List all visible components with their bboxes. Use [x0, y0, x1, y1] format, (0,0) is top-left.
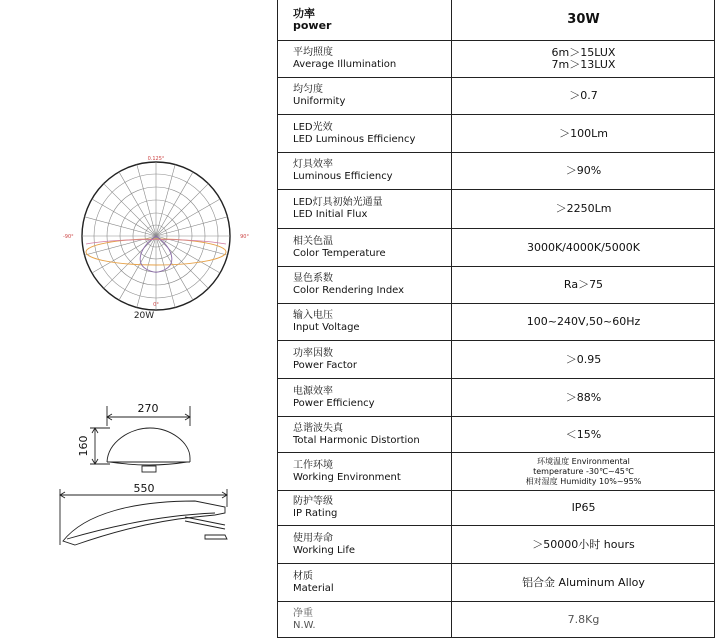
spec-label — [278, 453, 452, 490]
polar-label-top: 0.125° — [147, 156, 165, 162]
spec-row — [278, 563, 715, 601]
spec-value-line: ＜15% — [565, 427, 602, 441]
spec-value-line: 6m＞15LUX — [551, 46, 616, 59]
dim-length: 550 — [133, 483, 155, 495]
spec-label-en: Material — [293, 582, 334, 594]
polar-label-right: 90° — [240, 234, 249, 240]
polar-spoke — [156, 236, 193, 300]
spec-label — [278, 190, 452, 228]
spec-value — [452, 526, 715, 563]
spec-row — [278, 77, 715, 114]
spec-label-en: IP Rating — [293, 508, 338, 519]
spec-table — [277, 0, 715, 638]
spec-value-line: 铝合金 Aluminum Alloy — [522, 575, 645, 589]
polar-spoke — [119, 172, 156, 236]
polar-spoke — [92, 199, 156, 236]
left-panel — [0, 0, 277, 639]
dim-height: 160 — [77, 435, 90, 457]
spec-label — [278, 78, 452, 114]
spec-row — [278, 152, 715, 189]
spec-value-line: ＞90% — [565, 164, 602, 177]
spec-value — [452, 267, 715, 303]
spec-value-line: ＞50000小时 hours — [532, 537, 635, 551]
spec-label-en: Working Life — [293, 544, 355, 556]
spec-label-cn: 灯具效率 — [293, 159, 333, 170]
spec-label-en: Total Harmonic Distortion — [293, 434, 420, 446]
spec-label — [278, 526, 452, 563]
spec-value — [452, 491, 715, 525]
spec-label — [278, 115, 452, 152]
spec-label — [278, 491, 452, 525]
spec-value — [452, 0, 715, 40]
spec-row — [278, 40, 715, 77]
polar-spoke — [104, 184, 156, 236]
spec-value-line: 相对湿度 Humidity 10%~95% — [525, 476, 642, 486]
spec-label-cn: 工作环境 — [293, 459, 333, 471]
spec-label-cn: 功率因数 — [293, 347, 333, 359]
spec-label — [278, 267, 452, 303]
spec-label-cn: 电源效率 — [293, 385, 333, 397]
spec-value — [452, 153, 715, 189]
spec-value — [452, 41, 715, 77]
spec-value — [452, 229, 715, 266]
spec-value — [452, 453, 715, 490]
polar-caption: 20W — [133, 311, 155, 321]
polar-spoke — [119, 236, 156, 300]
spec-label — [278, 602, 452, 638]
spec-label — [278, 304, 452, 340]
spec-label-en: LED Luminous Efficiency — [293, 133, 416, 145]
spec-value — [452, 190, 715, 228]
spec-label-cn: 净重 — [293, 608, 313, 619]
spec-label-en: power — [293, 19, 332, 32]
spec-row — [278, 266, 715, 303]
spec-value — [452, 304, 715, 340]
spec-value — [452, 115, 715, 152]
spec-label — [278, 417, 452, 452]
spec-row — [278, 601, 715, 638]
spec-row — [278, 452, 715, 490]
spec-row — [278, 189, 715, 228]
spec-value-line: 7m＞13LUX — [551, 58, 616, 71]
spec-value-line: ＞88% — [565, 390, 602, 404]
polar-spoke — [156, 184, 208, 236]
spec-label-en: LED Initial Flux — [293, 209, 368, 220]
spec-label-cn: 防护等级 — [293, 496, 333, 507]
spec-value-line: 100~240V,50~60Hz — [526, 315, 641, 328]
polar-label-bottom: 0° — [153, 302, 159, 308]
spec-label-cn: 功率 — [293, 7, 315, 20]
spec-value-line: 30W — [567, 12, 600, 27]
polar-spoke — [156, 199, 220, 236]
spec-value-line: ＞100Lm — [559, 126, 608, 140]
spec-value-line: ＞0.7 — [569, 89, 598, 102]
spec-row — [278, 303, 715, 340]
spec-label-en: N.W. — [293, 620, 316, 631]
spec-label-cn: 总谐波失真 — [293, 422, 343, 434]
spec-label-cn: 均匀度 — [293, 84, 323, 95]
spec-label-en: Power Factor — [293, 359, 358, 371]
spec-label-en: Color Rendering Index — [293, 285, 405, 296]
spec-label — [278, 41, 452, 77]
spec-row — [278, 114, 715, 152]
spec-row — [278, 0, 715, 40]
spec-label — [278, 229, 452, 266]
spec-row — [278, 340, 715, 378]
spec-value-line: Ra＞75 — [563, 278, 604, 291]
spec-label — [278, 379, 452, 416]
spec-label-en: Luminous Efficiency — [293, 171, 393, 182]
spec-label-en: Input Voltage — [293, 322, 360, 333]
spec-label-cn: 使用寿命 — [293, 532, 333, 544]
polar-distribution-diagram — [60, 152, 252, 327]
front-dimension-drawing — [70, 398, 220, 480]
spec-label-cn: 材质 — [293, 570, 313, 582]
spec-label — [278, 564, 452, 601]
spec-label — [278, 341, 452, 378]
spec-label-cn: LED光效 — [293, 121, 333, 133]
side-dimension-drawing — [55, 483, 245, 553]
spec-row — [278, 416, 715, 452]
spec-value-line: 7.8Kg — [567, 613, 600, 626]
spec-value — [452, 78, 715, 114]
spec-value — [452, 602, 715, 638]
polar-spoke — [156, 172, 193, 236]
spec-label-en: Color Temperature — [293, 247, 386, 259]
spec-value-line: 3000K/4000K/5000K — [526, 240, 641, 254]
spec-label-en: Uniformity — [293, 96, 346, 107]
spec-label-en: Power Efficiency — [293, 397, 375, 409]
spec-value-line: IP65 — [571, 501, 596, 514]
spec-value — [452, 341, 715, 378]
polar-label-left: -90° — [63, 234, 74, 240]
spec-label-cn: 平均照度 — [293, 47, 333, 58]
dim-width: 270 — [137, 402, 159, 415]
spec-value-line: 环境温度 Environmental — [537, 456, 630, 466]
spec-label-cn: 输入电压 — [293, 310, 333, 321]
spec-label-en: Working Environment — [293, 471, 401, 483]
spec-label — [278, 0, 452, 40]
spec-row — [278, 525, 715, 563]
spec-value-line: ＞0.95 — [565, 352, 602, 366]
spec-label-cn: 显色系数 — [293, 273, 333, 284]
spec-value — [452, 417, 715, 452]
spec-value — [452, 564, 715, 601]
spec-value — [452, 379, 715, 416]
spec-label-en: Average Illumination — [293, 59, 397, 70]
spec-label — [278, 153, 452, 189]
spec-row — [278, 490, 715, 525]
spec-label-cn: 相关色温 — [293, 235, 333, 247]
spec-label-cn: LED灯具初始光通量 — [293, 197, 383, 208]
spec-row — [278, 228, 715, 266]
spec-row — [278, 378, 715, 416]
spec-value-line: temperature -30℃~45℃ — [533, 466, 634, 476]
spec-value-line: ＞2250Lm — [555, 202, 612, 215]
